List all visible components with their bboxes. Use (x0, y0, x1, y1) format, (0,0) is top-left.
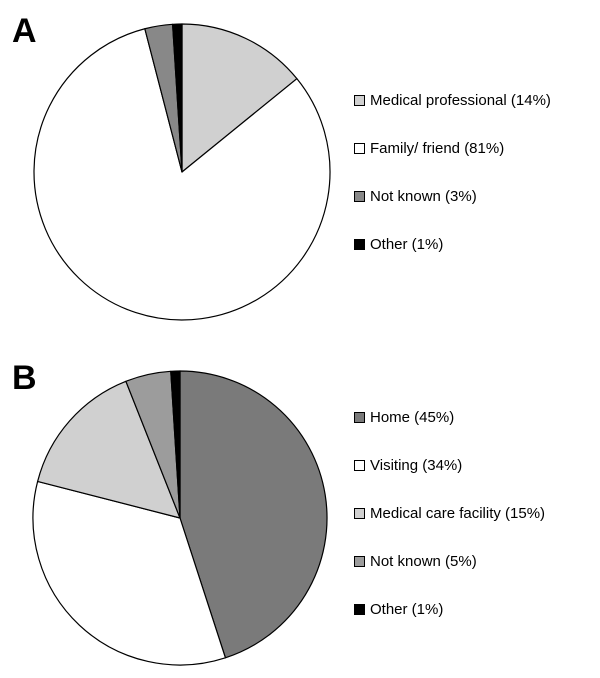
legend-swatch (354, 460, 365, 471)
legend-swatch (354, 239, 365, 250)
legend-label: Medical care facility (15%) (370, 504, 546, 522)
legend-label: Home (45%) (370, 408, 455, 426)
legend-item (354, 136, 551, 160)
legend-item (354, 549, 545, 573)
panel-label-b: B (12, 359, 37, 397)
legend-item (354, 597, 545, 621)
legend-swatch (354, 556, 365, 567)
legend-label: Medical professional (14%) (370, 91, 551, 109)
legend-label: Not known (3%) (370, 187, 477, 205)
legend-label: Not known (5%) (370, 552, 477, 570)
legend-swatch (354, 604, 365, 615)
legend-b (354, 405, 545, 645)
pie-panel-b (0, 355, 600, 678)
panel-label-a: A (12, 12, 37, 50)
pie-chart-b (0, 355, 360, 678)
legend-swatch (354, 95, 365, 106)
legend-item (354, 232, 551, 256)
pie-panel-a (0, 0, 600, 330)
legend-label: Family/ friend (81%) (370, 139, 505, 157)
legend-swatch (354, 508, 365, 519)
legend-swatch (354, 191, 365, 202)
pie-chart-a (0, 0, 360, 330)
legend-item (354, 501, 545, 525)
legend-label: Other (1%) (370, 600, 444, 618)
legend-item (354, 184, 551, 208)
legend-item (354, 405, 545, 429)
legend-label: Other (1%) (370, 235, 444, 253)
legend-swatch (354, 143, 365, 154)
legend-label: Visiting (34%) (370, 456, 463, 474)
legend-swatch (354, 412, 365, 423)
legend-item (354, 88, 551, 112)
legend-item (354, 453, 545, 477)
legend-a (354, 88, 551, 280)
